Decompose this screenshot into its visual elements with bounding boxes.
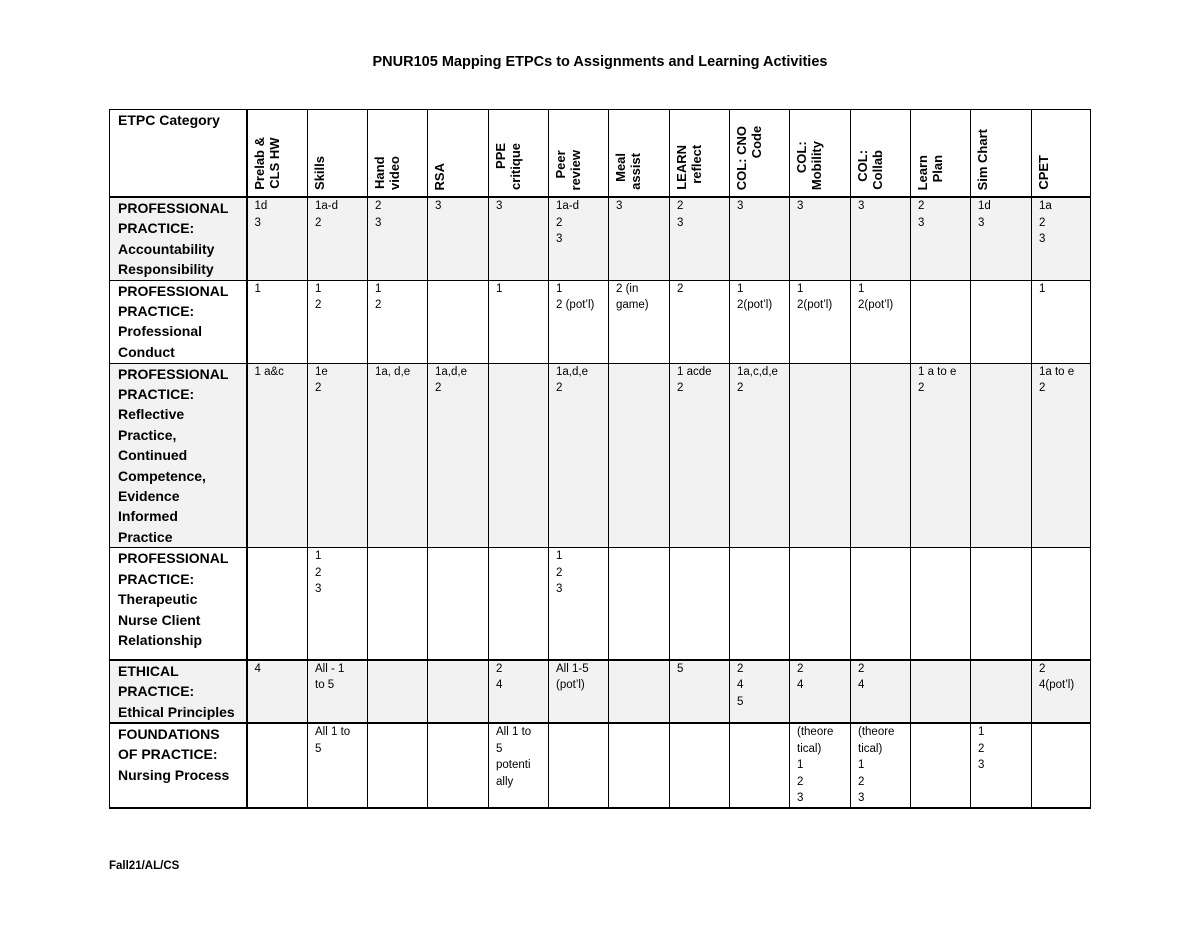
column-header-label: Meal assist <box>613 153 643 190</box>
category-cell <box>110 660 247 723</box>
mapping-cell <box>911 723 971 808</box>
mapping-cell <box>368 548 428 660</box>
mapping-value: 1 2 <box>375 282 382 312</box>
mapping-value: 1 2(pot’l) <box>858 282 894 312</box>
mapping-cell <box>428 280 489 363</box>
column-header-label: COL: CNO Code <box>734 125 764 190</box>
column-header-cell <box>790 110 851 198</box>
category-label: PROFESSIONAL PRACTICE: Professional Conduct <box>118 282 229 360</box>
mapping-value: 2 4 <box>496 662 503 692</box>
mapping-cell <box>308 723 368 808</box>
column-header-label: RSA <box>432 162 447 190</box>
category-cell <box>110 280 247 363</box>
column-header-label: COL: Mobility <box>794 140 824 190</box>
mapping-cell <box>730 660 790 723</box>
mapping-cell <box>489 548 549 660</box>
mapping-value: 1d 3 <box>254 200 268 229</box>
mapping-cell <box>911 363 971 548</box>
column-header-cell <box>730 110 790 198</box>
mapping-value: 1a to e 2 <box>1039 365 1075 395</box>
table-row <box>110 660 1091 723</box>
mapping-value: 1 a&c <box>254 365 284 378</box>
category-label: PROFESSIONAL PRACTICE: Accountability Responsibility <box>118 200 229 278</box>
mapping-cell <box>247 197 308 280</box>
mapping-cell <box>489 280 549 363</box>
mapping-cell <box>489 723 549 808</box>
mapping-cell <box>549 723 609 808</box>
category-cell <box>110 197 247 280</box>
mapping-value: 1 acde 2 <box>677 365 712 395</box>
column-header-label: Peer review <box>553 149 583 190</box>
mapping-cell <box>1032 723 1091 808</box>
column-header-label: PPE critique <box>493 143 523 190</box>
column-header-cell <box>851 110 911 198</box>
mapping-value: 1a 2 3 <box>1039 200 1052 245</box>
table-row <box>110 548 1091 660</box>
mapping-cell <box>609 723 670 808</box>
mapping-cell <box>730 723 790 808</box>
mapping-cell <box>489 363 549 548</box>
mapping-cell <box>489 660 549 723</box>
page-title: PNUR105 Mapping ETPCs to Assignments and Learning Activities <box>372 54 828 70</box>
mapping-cell <box>247 660 308 723</box>
header-row <box>110 110 1091 198</box>
mapping-value: 1 2(pot’l) <box>737 282 773 312</box>
mapping-cell <box>308 660 368 723</box>
mapping-cell <box>609 548 670 660</box>
table-row <box>110 363 1091 548</box>
mapping-cell <box>247 548 308 660</box>
mapping-cell <box>790 660 851 723</box>
mapping-cell <box>308 197 368 280</box>
mapping-value: 2 4 <box>797 662 804 692</box>
mapping-cell <box>308 548 368 660</box>
mapping-value: 1 2 (pot’l) <box>556 282 595 312</box>
mapping-value: 1 <box>496 282 503 295</box>
mapping-cell <box>428 363 489 548</box>
mapping-value: 1a,d,e 2 <box>435 365 467 395</box>
column-header-cell <box>971 110 1032 198</box>
column-header-label: COL: Collab <box>855 150 885 190</box>
mapping-cell <box>851 363 911 548</box>
category-header: ETPC Category <box>118 112 220 128</box>
mapping-cell <box>1032 197 1091 280</box>
mapping-cell <box>609 197 670 280</box>
mapping-cell <box>368 723 428 808</box>
mapping-cell <box>670 280 730 363</box>
mapping-value: 1e 2 <box>315 365 328 395</box>
mapping-value: 3 <box>616 200 623 212</box>
mapping-value: 2 3 <box>677 200 684 229</box>
mapping-cell <box>368 280 428 363</box>
mapping-cell <box>971 548 1032 660</box>
mapping-cell <box>790 548 851 660</box>
mapping-cell <box>489 197 549 280</box>
mapping-value: 2 3 <box>375 200 382 229</box>
mapping-cell <box>428 723 489 808</box>
mapping-cell <box>790 723 851 808</box>
mapping-cell <box>971 280 1032 363</box>
column-header-cell <box>670 110 730 198</box>
column-header-cell <box>368 110 428 198</box>
category-cell <box>110 363 247 548</box>
category-label: FOUNDATIONS OF PRACTICE: Nursing Process <box>118 726 230 783</box>
mapping-value: 3 <box>496 200 503 212</box>
mapping-cell <box>1032 548 1091 660</box>
mapping-cell <box>911 197 971 280</box>
mapping-cell <box>609 280 670 363</box>
mapping-cell <box>1032 280 1091 363</box>
mapping-cell <box>911 548 971 660</box>
column-header-cell <box>428 110 489 198</box>
mapping-cell <box>368 660 428 723</box>
mapping-cell <box>971 363 1032 548</box>
mapping-cell <box>851 548 911 660</box>
column-header-cell <box>549 110 609 198</box>
mapping-cell <box>730 363 790 548</box>
column-header-label: LEARN reflect <box>674 145 704 190</box>
mapping-cell <box>670 660 730 723</box>
column-header-label: Learn Plan <box>915 154 945 190</box>
mapping-cell <box>790 363 851 548</box>
mapping-cell <box>549 363 609 548</box>
mapping-value: 1a-d 2 <box>315 200 339 229</box>
category-cell <box>110 723 247 808</box>
mapping-value: 3 <box>737 200 744 212</box>
footer-code: Fall21/AL/CS <box>109 860 180 872</box>
mapping-cell <box>1032 660 1091 723</box>
mapping-cell <box>851 660 911 723</box>
mapping-cell <box>428 548 489 660</box>
mapping-cell <box>549 548 609 660</box>
mapping-cell <box>670 197 730 280</box>
mapping-cell <box>851 197 911 280</box>
mapping-value: 5 <box>677 662 684 675</box>
mapping-value: 1a, d,e <box>375 365 411 378</box>
column-header-label: CPET <box>1036 155 1051 190</box>
mapping-cell <box>670 548 730 660</box>
category-label: ETHICAL PRACTICE: Ethical Principles <box>118 662 235 720</box>
mapping-cell <box>911 280 971 363</box>
mapping-value: 2 <box>677 282 684 295</box>
category-label: PROFESSIONAL PRACTICE: Reflective Practice, Continued Competence, Evidence Informed Practice <box>118 365 229 545</box>
mapping-cell <box>609 660 670 723</box>
mapping-value: 1 <box>1039 282 1046 295</box>
column-header-label: Prelab & CLS HW <box>251 137 282 190</box>
mapping-value: All 1 to 5 <box>315 726 351 755</box>
mapping-value: (theore tical) 1 2 3 <box>858 726 895 804</box>
mapping-value: All 1 to 5 potenti ally <box>496 726 532 788</box>
mapping-value: 1a,d,e 2 <box>556 365 588 395</box>
column-header-cell <box>247 110 308 198</box>
column-header-cell <box>308 110 368 198</box>
mapping-cell <box>549 660 609 723</box>
mapping-cell <box>308 280 368 363</box>
mapping-cell <box>1032 363 1091 548</box>
category-label: PROFESSIONAL PRACTICE: Therapeutic Nurse Client Relationship <box>118 550 229 648</box>
column-header-cell <box>911 110 971 198</box>
column-header-label: Sim Chart <box>975 128 990 190</box>
mapping-value: 2 4(pot’l) <box>1039 662 1075 692</box>
mapping-value: 1d 3 <box>978 200 991 229</box>
mapping-value: 1 2 3 <box>978 726 985 771</box>
mapping-cell <box>790 280 851 363</box>
table-row <box>110 197 1091 280</box>
mapping-cell <box>971 723 1032 808</box>
mapping-cell <box>851 280 911 363</box>
mapping-value: 1a-d 2 3 <box>556 200 580 245</box>
mapping-value: 1 a to e 2 <box>918 365 957 395</box>
mapping-value: 1 2 3 <box>315 550 322 596</box>
mapping-cell <box>851 723 911 808</box>
mapping-value: 3 <box>435 200 442 212</box>
mapping-cell <box>670 363 730 548</box>
mapping-value: 2 4 5 <box>737 662 744 708</box>
mapping-cell <box>247 280 308 363</box>
mapping-value: 3 <box>858 200 865 212</box>
mapping-cell <box>368 363 428 548</box>
mapping-cell <box>308 363 368 548</box>
mapping-cell <box>368 197 428 280</box>
mapping-cell <box>971 660 1032 723</box>
column-header-cell <box>489 110 549 198</box>
mapping-cell <box>971 197 1032 280</box>
table-row <box>110 723 1091 808</box>
mapping-value: 1 2(pot’l) <box>797 282 833 312</box>
mapping-cell <box>670 723 730 808</box>
mapping-cell <box>247 363 308 548</box>
header-cell-category <box>110 110 247 198</box>
category-cell <box>110 548 247 660</box>
mapping-value: All - 1 to 5 <box>315 662 345 692</box>
mapping-value: 1 2 <box>315 282 322 312</box>
mapping-cell <box>911 660 971 723</box>
mapping-value: 4 <box>254 662 261 675</box>
mapping-value: All 1-5 (pot’l) <box>556 662 589 692</box>
mapping-value: 1a,c,d,e 2 <box>737 365 778 395</box>
column-header-cell <box>1032 110 1091 198</box>
table-row <box>110 280 1091 363</box>
mapping-cell <box>790 197 851 280</box>
mapping-cell <box>609 363 670 548</box>
mapping-cell <box>549 197 609 280</box>
mapping-cell <box>730 548 790 660</box>
mapping-cell <box>428 660 489 723</box>
mapping-value: 3 <box>797 200 804 212</box>
column-header-label: Skills <box>312 156 327 190</box>
mapping-cell <box>730 197 790 280</box>
mapping-cell <box>428 197 489 280</box>
mapping-value: (theore tical) 1 2 3 <box>797 726 834 804</box>
column-header-cell <box>609 110 670 198</box>
mapping-value: 1 <box>254 282 261 295</box>
mapping-value: 2 3 <box>918 200 925 229</box>
etpc-mapping-table <box>109 109 1091 809</box>
mapping-cell <box>247 723 308 808</box>
mapping-value: 2 4 <box>858 662 865 692</box>
mapping-value: 2 (in game) <box>616 282 649 312</box>
mapping-cell <box>730 280 790 363</box>
mapping-cell <box>549 280 609 363</box>
column-header-label: Hand video <box>372 156 402 190</box>
mapping-value: 1 2 3 <box>556 550 563 596</box>
